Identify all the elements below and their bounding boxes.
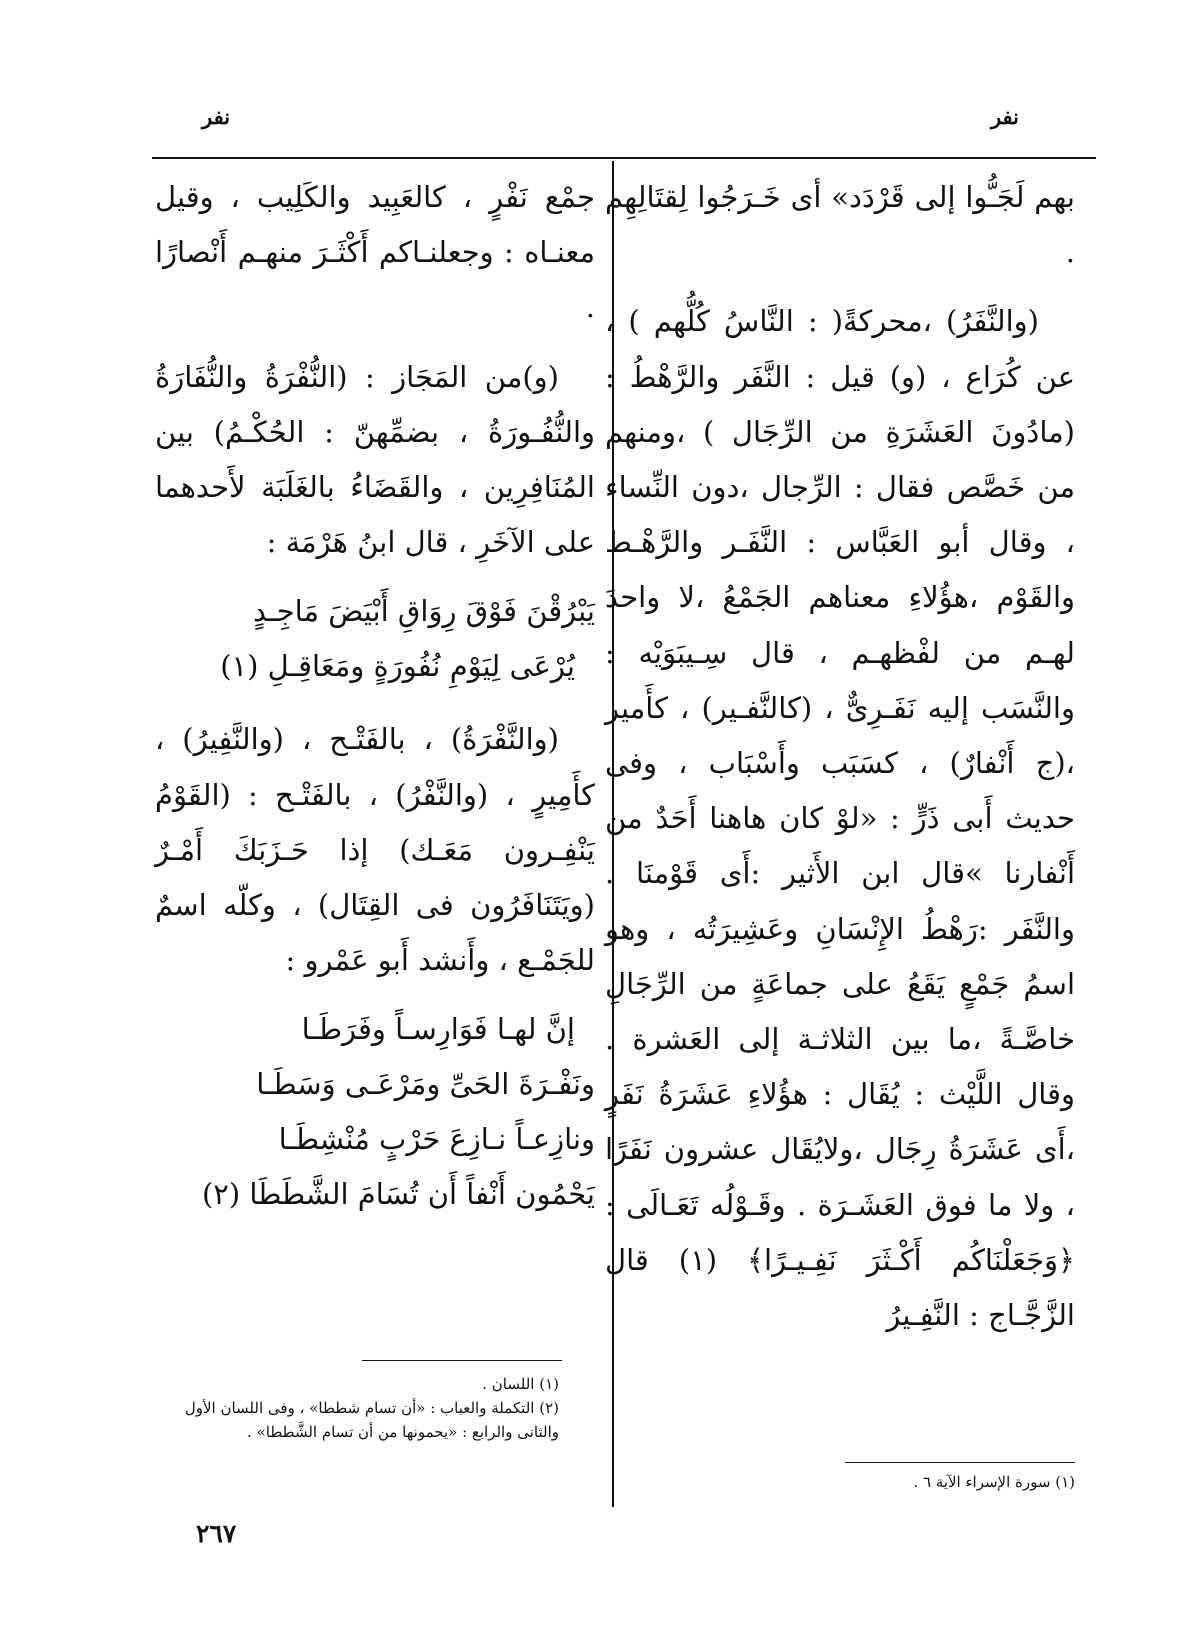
page-number: ٢٦٧ [196,1519,237,1548]
poem-verse-1 [155,584,595,694]
verse-line: ونَفْـرَةَ الحَىِّ ومَرْعَـى وَسَطَـا [256,1067,595,1102]
right-paragraph-2: (والنَّفَرُ) ،محركةً( : النَّاسُ كُلُّهم ) ، عن كُرَاع ، (و) قيل : النَّفَر والرَّهْطُ : (مادُونَ العَشَرَةِ من الرِّجَال ) ،ومنهم من خَصَّص فقال : الرِّجال ،دون النِّساء ، وقال أبو العَبَّاس : النَّفَـر والرَّهْـط والقَوْم ،هؤُلاءِ معناهم الجَمْعُ ،لا واحدَ لهـم من لفْظهـم ، قال سِـيبَوَيْه : والنَّسَب إليه نَفَـرِىٌّ ، (كالنَّفـير) ، كأَمير ،(ج أَنْفارٌ) ، كسَبَب وأَسْبَاب ، وفى حديث أَبى ذَرٍّ : «لوْ كان هاهنا أَحَدٌ من أَنْفارنا »قال ابن الأَثير :أَى قَوْمنَا . والنَّفَر :رَهْطُ الإِنْسَانِ وعَشِيرَتُه ، وهو اسمُ جَمْعٍ يَقَعُ على جماعَةٍ من الرِّجَالِ خاصَّـةً ،ما بين الثلاثـة إلى العَشرة . وقال اللَّيْث : يُقَال : هؤُلاءِ عَشَرَةُ نَفَرٍ ،أَى عَشَرَةُ رِجَال ،ولايُقَال عشرون نَفَرًا ، ولا ما فوق العَشَـرَة . وقَـوْلُه تَعَـالَى : ﴿وَجَعَلْنَاكُم أَكْـثَرَ نَفِـيـرًا﴾ (١) قال الزَّجَّـاج : النَّفِـيرُ [605,304,1075,1333]
footnotes-left [141,1372,559,1444]
header-rule [152,157,1096,159]
left-paragraph-3: (والنَّفْرَةُ) ، بالفَتْـح ، (والنَّفِيرُ) ، كأَمِيرٍ ، (والنَّفْرُ) ، بالفَتْـح : (القَوْمُ يَنْفِـرون مَعَـك) إذا حَـزَبَكَ أَمْـرٌ (ويَتَنَافَرُون فى القِتَال) ، وكلّه اسمٌ للجَمْـع ، وأَنشد أَبو عَمْرو : [155,722,595,978]
running-header-left: نفر [202,104,231,129]
verse-line: يُرْعَى لِيَوْمِ نُفُورَةٍ ومَعَاقِـلِ (١) [220,649,575,684]
poem-verse-2 [155,1002,595,1222]
left-column [155,170,595,1240]
footnote-rule-right [845,1462,1075,1463]
verse-line: ونازِعـاً نـازِعَ حَرْبٍ مُنْشِطَـا [278,1122,595,1157]
verse-line: يَبْرُقْنَ فَوْقَ رِوَاقِ أَبْيَضَ مَاجِـدٍ [253,594,595,629]
footnote: (١) سورة الإسراء الآية ٦ . [913,1473,1075,1491]
footnotes-right [605,1470,1075,1494]
right-column [605,170,1075,1357]
left-paragraph-2: (و)من المَجَاز : (النُّفْرَةُ والنُّفَارَةُ والنُّفُـورَةُ ، بضمِّهنّ : الحُكْـمُ) بين المُنَافِرِين ، والقَضَاءُ بالغَلَبَة لأَحدهما على الآخَرِ ، قال ابنُ هَرْمَة : [155,359,595,560]
running-header-right: نفر [990,104,1019,129]
verse-line: إنَّ لهـا فَوَارِسـاً وفَرَطَـا [301,1012,575,1047]
verse-line: يَحْمُون أَنْفاً أَن تُسَامَ الشَّطَطَا (٢) [201,1177,595,1212]
left-paragraph-1: جمْع نَفْرٍ ، كالعَبِيد والكَلِيب ، وقيل معنـاه : وجعلنـاكم أَكْثَـرَ منهـم أَنْصارًا . [155,180,595,325]
right-paragraph-1: بهم لَجَـُّوا إلى قَرْدَد» أى خَـرَجُوا لِقتَالِهِم . [605,180,1075,270]
footnote: (١) اللسان . [482,1375,559,1393]
footnote: (٢) التكملة والعباب : «أن تسام شططا» ، وفى اللسان الأول والثانى والرابع : «يحمونها من أن تسام الشَّططا» . [184,1399,559,1441]
footnote-rule-left [362,1360,562,1361]
